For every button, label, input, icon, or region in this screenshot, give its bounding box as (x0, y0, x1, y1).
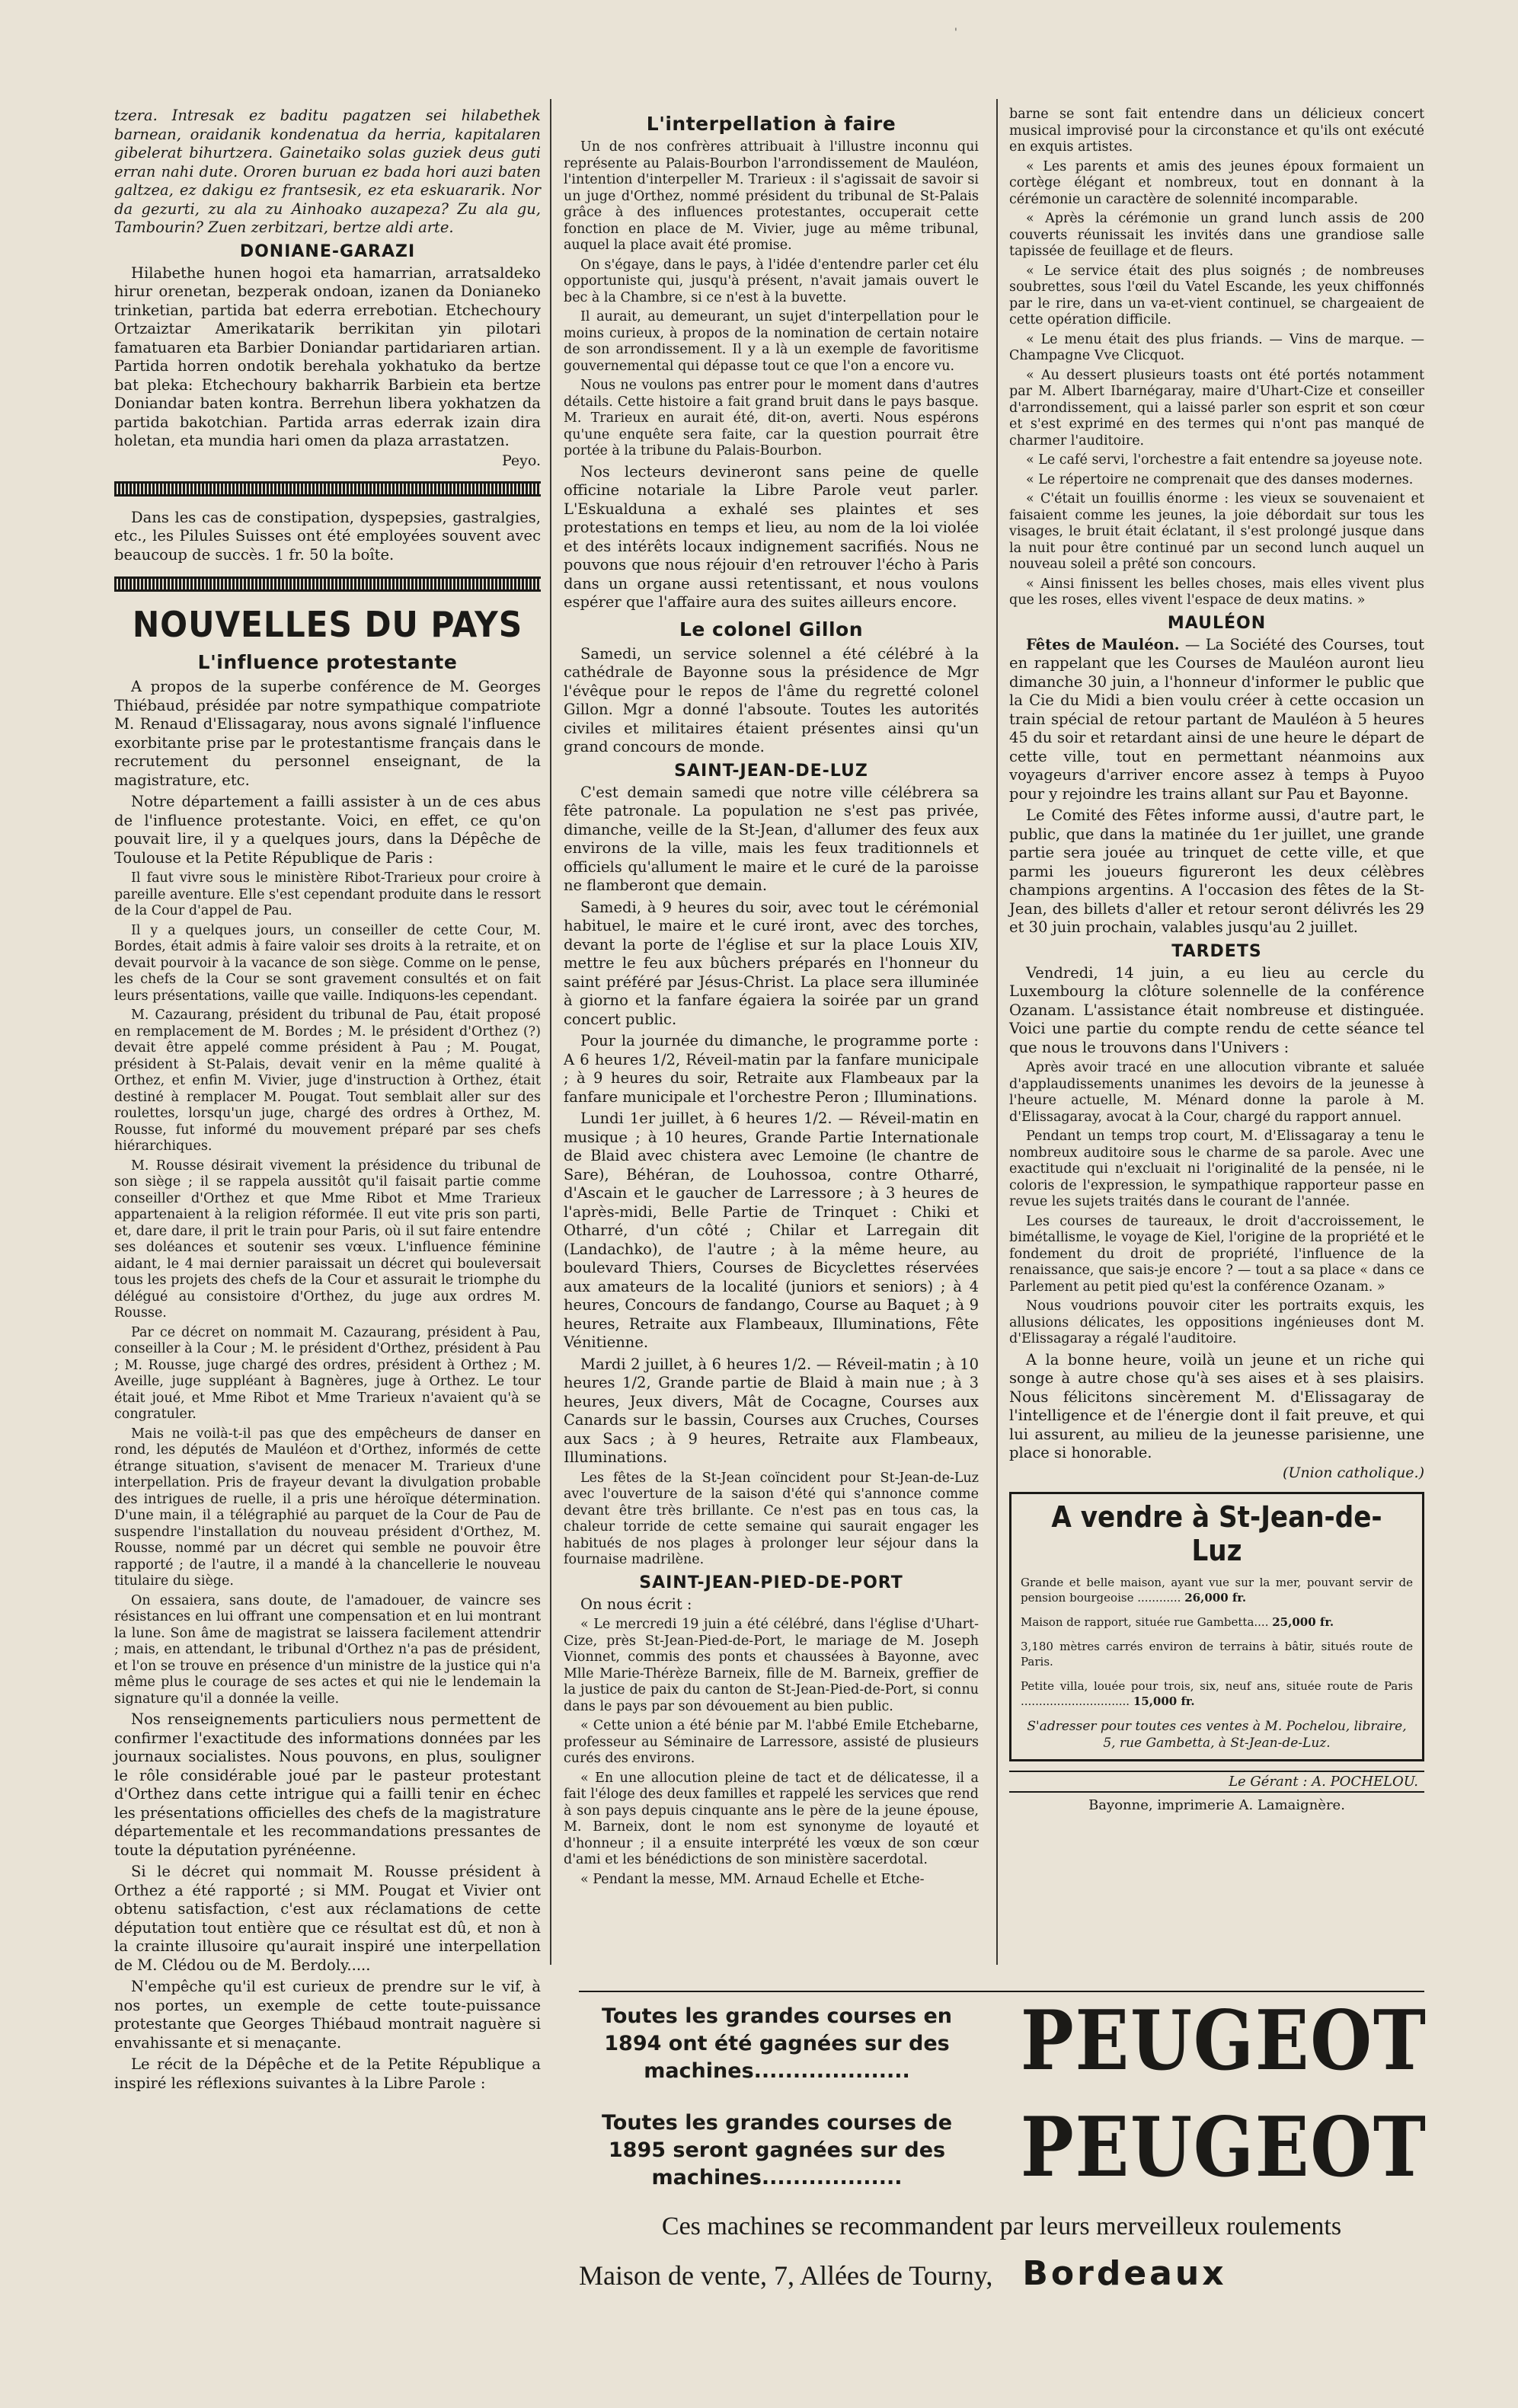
article-paragraph: Si le décret qui nommait M. Rousse président à Orthez a été rapporté ; si MM. Pougat et Vivier ont obtenu satisfaction, c'est aux réclamations de cette députation tout entière que ce résultat est dû, et non à la crainte illusoire qu'aurait inspiré une interpellation de M. Clédou ou de M. Berdoly..... (114, 1863, 541, 1974)
article-paragraph: « Le service était des plus soignés ; de nombreuses soubrettes, sous l'œil du Vatel Escande, les yeux chiffonnés par le rire, dans un va-et-vient continuel, se chargeaient de cette opération difficile. (1009, 263, 1424, 327)
peugeot-wordmark: PEUGEOT (1020, 2100, 1427, 2196)
basque-paragraph: tzera. Intresak ez baditu pagatzen sei hilabethek barnean, oraidanik kondenatua da herria, kapitalaren gibelerat bihurtzera. Gainetaiko solas guziek deus guti erran nahi dute. Ororen buruan ez bada hori auzi baten galtzea, ez dakigu ez frantsesik, ez eta eskuararik. Nor da gezurti, zu ala zu Ainhoako auzapeza? Zu ala gu, Tambourin? Zuen zerbitzari, bertze aldi arte. (114, 107, 541, 236)
mauleon-text: — La Société des Courses, tout en rappelant que les Courses de Mauléon auront lieu dimanche 30 juin, a l'honneur d'informer le public que la Cie du Midi a bien voulu créer à cette occasion un train spécial de retour partant de Mauléon à 5 heures 45 du soir et retardant ainsi de une heure le départ de cette ville, tout en permettant néanmoins aux voyageurs d'arriver encore assez à temps à Puyoo pour y rejoindre les trains allant sur Pau et Bayonne. (1009, 635, 1424, 803)
vendre-ad-item (1021, 1575, 1413, 1605)
article-paragraph: A la bonne heure, voilà un jeune et un riche qui songe à autre chose qu'à ses aises et à ses plaisirs. Nous félicitons sincèrement M. d'Elissagaray de l'intelligence et de l'énergie dont il fait preuve, et qui lui assurent, au milieu de la jeunesse parisienne, une place si honorable. (1009, 1350, 1424, 1461)
article-paragraph: Le Comité des Fêtes informe aussi, d'autre part, le public, que dans la matinée du 1er juillet, une grande partie sera jouée au trinquet de cette ville, et que parmi les joueurs figureront les deux célèbres champions argentins. A l'occasion des fêtes de la St-Jean, des billets d'aller et retour seront délivrés les 29 et 30 juin prochain, valables jusqu'au 2 juillet. (1009, 806, 1424, 936)
article-paragraph: « Le mercredi 19 juin a été célébré, dans l'église d'Uhart-Cize, près St-Jean-Pied-de-Port, le mariage de M. Joseph Vionnet, commis des ponts et chaussées à Bayonne, avec Mlle Marie-Thérèze Barneix, fille de M. Barneix, greffier de la justice de paix du canton de St-Jean-Pied-de-Port, si connu dans le pays par son dévouement au bien public. (564, 1617, 979, 1714)
article-paragraph: « C'était un fouillis énorme : les vieux se souvenaient et faisaient comme les jeunes, la joie débordait sur tous les visages, le bruit était éclatant, il s'est prolongé jusque dans la nuit pour être continué par un second lunch auquel un nouveau soleil a prêté son concours. (1009, 491, 1424, 572)
column-rule-2 (996, 99, 998, 1965)
article-paragraph: « Au dessert plusieurs toasts ont été portés notamment par M. Albert Ibarnégaray, maire d'Uhart-Cize et conseiller d'arrondissement, qui a laissé parler son esprit et son cœur et s'est exprimé en des termes qui n'ont pas manqué de charmer l'auditoire. (1009, 367, 1424, 449)
page-mark: ' (954, 27, 957, 39)
peugeot-address-line (579, 2254, 1424, 2293)
article-paragraph: C'est demain samedi que notre ville célébrera sa fête patronale. La population ne s'est pas privée, dimanche, veille de la St-Jean, d'allumer des feux aux environs de la ville, mais les feux traditionnels et officiels qu'allument le maire et le curé de la paroisse ne flamberont que demain. (564, 783, 979, 894)
article-paragraph: Samedi, un service solennel a été célébré à la cathédrale de Bayonne sous la présidence de Mgr l'évêque pour le repos de l'âme du regretté colonel Gillon. Mgr a donné l'absoute. Toutes les autorités civiles et militaires étaient présentes ainsi qu'un grand concours de monde. (564, 644, 979, 755)
sjpp-heading: SAINT-JEAN-PIED-DE-PORT (639, 1573, 903, 1592)
article-paragraph: Pendant un temps trop court, M. d'Elissagaray a tenu le nombreux auditoire sous le charme de sa parole. Avec une exactitude qui n'excluait ni l'originalité de la pensée, ni le coloris de l'expression, le sympathique rapporteur passe en revue les sujets traités dans le courant de l'année. (1009, 1129, 1424, 1209)
doniane-paragraph: Hilabethe hunen hogoi eta hamarrian, arratsaldeko hirur orenetan, bezperak ondoan, izanen da Donianeko trinketian, partida bat ederra errebotian. Etchechoury Ortzaiztar Amerikatarik berrikitan yin pilotari famatuaren eta Barbier Doniandar partidariaren artian. Partida horren ondotik berehala yokhatuko da bertze bat pleka: Etchechoury bakharrik Barbiein eta bertze Doniandar baten kontra. Berrehun libera yokhatzen da partida bakotchian. Partida arras ederrak izain dira holetan, eta mundia hari omen da plaza arrastatzen. (114, 263, 541, 449)
column-rule-1 (550, 99, 551, 1965)
sjl-heading: SAINT-JEAN-DE-LUZ (674, 761, 868, 781)
article-paragraph: Après avoir tracé en une allocution vibrante et saluée d'applaudissements unanimes les devoirs de la jeunesse à l'heure actuelle, M. Ménard donne la parole à M. d'Elissagaray, avocat à la Cour, chargé du rapport annuel. (1009, 1060, 1424, 1125)
quote-paragraph: M. Rousse désirait vivement la présidence du tribunal de son siège ; il se rappela aussitôt qu'il faisait partie comme conseiller d'Orthez et que Mme Ribot et Mme Trarieux appartenaient à la religion réformée. Il eut vite pris son parti, et, dare dare, il prit le train pour Paris, où il sut faire entendre ses doléances et soutenir ses vœux. L'influence féminine aidant, le 4 mai dernier paraissait un décret qui bouleversait tous les projets des chefs de la Cour et assurait le triomphe du délégué au consistoire d'Orthez, du juge aux ordres M. Rousse. (114, 1158, 541, 1321)
gillon-heading: Le colonel Gillon (679, 618, 864, 640)
quote-paragraph: Mais ne voilà-t-il pas que des empêcheurs de danser en rond, les députés de Mauléon et d'Orthez, informés de cette étrange situation, s'avisent de menacer M. Trarieux d'une interpellation. Pris de frayeur devant la divulgation probable des intrigues de ruelle, il a pris une héroïque détermination. D'une main, il a télégraphié au parquet de la Cour de Pau de suspendre l'installation du nouveau président d'Orthez, M. Rousse, nommé par un décret qui semble ne pouvoir être rapporté ; de l'autre, il a mandé à la chancellerie le nouveau titulaire du siège. (114, 1426, 541, 1589)
mauleon-heading: MAULÉON (1167, 613, 1267, 633)
article-paragraph: Notre département a failli assister à un de ces abus de l'influence protestante. Voici, en effet, ce qu'on pouvait lire, il y a quelques jours, dans la Dépêche de Toulouse et la Petite République de Paris : (114, 793, 541, 867)
article-paragraph: Pour la journée du dimanche, le programme porte : A 6 heures 1/2, Réveil-matin par la fanfare municipale ; à 9 heures du soir, Retraite aux Flambeaux par la fanfare municipale et l'orchestre Peron ; Illuminations. (564, 1032, 979, 1106)
separator-band (114, 481, 541, 497)
article-paragraph: On nous écrit : (580, 1595, 692, 1613)
article-paragraph: N'empêche qu'il est curieux de prendre sur le vif, à nos portes, un exemple de cette toute-puissance protestante que Georges Thiébaud montrait naguère si envahissante et si menaçante. (114, 1978, 541, 2052)
article-paragraph: Samedi, à 9 heures du soir, avec tout le cérémonial habituel, le maire et le curé iront, avec des torches, devant la porte de l'église et sur la place Louis XIV, mettre le feu aux bûchers préparés en l'honneur du saint préféré par Jésus-Christ. La place sera illuminée à giorno et la fanfare égaiera la soirée par un grand concert public. (564, 898, 979, 1028)
article-paragraph: On s'égaye, dans le pays, à l'idée d'entendre parler cet élu opportuniste qui, jusqu'à présent, n'avait jamais ouvert le bec à la Chambre, si ce n'est à la buvette. (564, 257, 979, 305)
peugeot-text-1894: Toutes les grandes courses en 1894 ont été gagnées sur des machines.................... (601, 2004, 952, 2083)
article-paragraph: Un de nos confrères attribuait à l'illustre inconnu qui représente au Palais-Bourbon l'arrondissement de Mauléon, l'intention d'interpeller M. Trarieux : il s'agissait de savoir si un juge d'Orthez, nommé président du tribunal de St-Palais grâce à des influences protestantes, occuperait cette fonction en place de M. Vivier, juge au même tribunal, auquel la place avait été promise. (564, 139, 979, 253)
peugeot-row-1 (579, 1993, 1427, 2094)
gerant-line: Le Gérant : A. POCHELOU. (1009, 1771, 1424, 1793)
peugeot-address: Maison de vente, 7, Allées de Tourny, (579, 2260, 993, 2291)
quote-paragraph: Il y a quelques jours, un conseiller de cette Cour, M. Bordes, était admis à faire valoir ses droits à la retraite, et on devait pourvoir à la vacance de son siège. Comme on le pense, les chefs de la Cour se sont gravement consultés et on fait leurs présentations, vaille que vaille. Indiquons-les cependant. (114, 922, 541, 1004)
vendre-ad-item-text: Grande et belle maison, ayant vue sur la mer, pouvant servir de pension bourgeoise ............ (1021, 1575, 1413, 1605)
vendre-ad-item-text: 3,180 mètres carrés environ de terrains à bâtir, situés route de Paris. (1021, 1639, 1413, 1669)
article-paragraph: Il aurait, au demeurant, un sujet d'interpellation pour le moins curieux, à propos de la nomination de certain notaire de son arrondissement. Il y a là un exemple de favoritisme gouvernemental qui dépasse tout ce que l'on a encore vu. (564, 309, 979, 374)
article-paragraph: « Le café servi, l'orchestre a fait entendre sa joyeuse note. (1026, 452, 1423, 468)
quote-paragraph: M. Cazaurang, président du tribunal de Pau, était proposé en remplacement de M. Bordes ; M. le président d'Orthez (?) devait être appelé comme président à Pau ; M. Pougat, président à St-Palais, devait venir en la même qualité à Orthez, et enfin M. Vivier, juge d'instruction à Orthez, était destiné à remplacer M. Pougat. Tout semblait aller sur des roulettes, lorsqu'un juge, chargé des ordres à Orthez, M. Rousse, fut informé du mouvement préparé par ses chefs hiérarchiques. (114, 1008, 541, 1154)
peugeot-row-2 (579, 2100, 1427, 2201)
vendre-ad-item (1021, 1678, 1413, 1709)
mauleon-lead: Fêtes de Mauléon. (1026, 635, 1180, 653)
column-1 (114, 107, 541, 2096)
peugeot-roulements-line: Ces machines se recommandent par leurs merveilleux roulements (661, 2212, 1342, 2240)
vendre-ad-item-price: 15,000 fr. (1133, 1694, 1195, 1708)
peugeot-text-1895: Toutes les grandes courses de 1895 seront gagnées sur des machines.................. (601, 2111, 953, 2189)
article-paragraph: A propos de la superbe conférence de M. Georges Thiébaud, présidée par notre sympathique compatriote M. Renaud d'Elissagaray, nous avons signalé l'influence exorbitante prise par le protestantisme français dans le recrutement du personnel enseignant, de la magistrature, etc. (114, 678, 541, 789)
vendre-ad-item (1021, 1639, 1413, 1669)
article-paragraph: « Après la cérémonie un grand lunch assis de 200 couverts réunissait les invités dans une grandiose salle tapissée de feuillage et de fleurs. (1009, 211, 1424, 259)
separator-band (114, 576, 541, 592)
vendre-ad-item-price: 26,000 fr. (1184, 1590, 1247, 1605)
peugeot-city: Bordeaux (1022, 2254, 1227, 2293)
article-paragraph: Lundi 1er juillet, à 6 heures 1/2. — Réveil-matin en musique ; à 10 heures, Grande Partie Internationale de Blaid avec chistera avec Lemoine (le chantre de Sare), Béhéran, de Louhossoa, contre Otharré, d'Ascain et le gaucher de Larressore ; à 3 heures de l'après-midi, Belle Partie de Trinquet : Chiki et Otharré, d'un côté ; Chilar et Larregain dit (Landachko), de l'autre ; à la même heure, au boulevard Thiers, Courses de Bicyclettes réservées aux amateurs de la localité (juniors et seniors) ; à 4 heures, Concours de fandango, Course au Baquet ; à 9 heures, Retraite aux Flambeaux, Illuminations, Fête Vénitienne. (564, 1110, 979, 1351)
vendre-ad-item-text: Maison de rapport, située rue Gambetta.... (1021, 1614, 1269, 1629)
article-paragraph: Vendredi, 14 juin, a eu lieu au cercle du Luxembourg la clôture solennelle de la conférence Ozanam. L'assistance était nombreuse et distinguée. Voici une partie du compte rendu de cette séance tel que nous le trouvons dans l'Univers : (1009, 963, 1424, 1056)
article-paragraph: « Cette union a été bénie par M. l'abbé Emile Etchebarne, professeur au Séminaire de Larressore, assisté de plusieurs curés des environs. (564, 1718, 979, 1766)
imprimerie-line: Bayonne, imprimerie A. Lamaignère. (1088, 1796, 1345, 1813)
article-paragraph: Nos renseignements particuliers nous permettent de confirmer l'exactitude des informations données par les journaux socialistes. Nous pouvons, en plus, souligner le rôle considérable joué par le pasteur protestant d'Orthez dans cette intrigue qui a failli tenir en échec les présentations officielles des chefs de la magistrature départementale et les recommandations pressantes de toute la députation pyrénéenne. (114, 1710, 541, 1859)
vendre-ad-contact: S'adresser pour toutes ces ventes à M. Pochelou, libraire, 5, rue Gambetta, à St-Jean-de-Luz. (1027, 1718, 1407, 1751)
peugeot-wordmark: PEUGEOT (1020, 1993, 1427, 2089)
article-paragraph: « Ainsi finissent les belles choses, mais elles vivent plus que les roses, elles vivent l'espace de deux matins. » (1009, 576, 1424, 608)
peugeot-ad-rule (579, 1991, 1424, 1992)
nouvelles-heading: NOUVELLES DU PAYS (132, 604, 523, 645)
article-paragraph: Les courses de taureaux, le droit d'accroissement, le bimétallisme, le voyage de Kiel, l'origine de la propriété et le fondement du droit de propriété, l'influence de la renaissance, que sais-je encore ? — tout a sa place « dans ce Parlement au petit pied qu'est la conférence Ozanam. » (1009, 1213, 1424, 1295)
article-paragraph: Les fêtes de la St-Jean coïncident pour St-Jean-de-Luz avec l'ouverture de la saison d'été qui s'annonce comme devant être très brillante. Ce n'est pas en tous cas, la chaleur torride de cette semaine qui saurait engager les habitués de nos plages à prolonger leur séjour dans la fournaise madrilène. (564, 1470, 979, 1567)
quote-paragraph: Par ce décret on nommait M. Cazaurang, président à Pau, conseiller à la Cour ; M. le président d'Orthez, président à Pau ; M. Rousse, juge chargé des ordres, président à Orthez ; M. Aveille, juge suppléant à Bagnères, juge à Orthez. Le tour était joué, et Mme Ribot et Mme Trarieux n'avaient qu'à se congratuler. (114, 1324, 541, 1422)
article-paragraph: « Le répertoire ne comprenait que des danses modernes. (1026, 471, 1414, 487)
column-3 (1009, 107, 1424, 1813)
article-paragraph: Nous ne voulons pas entrer pour le moment dans d'autres détails. Cette histoire a fait grand bruit dans le pays basque. M. Trarieux en aurait été, dit-on, averti. Nous espérons qu'une enquête sera faite, car la question pourrait être portée à la tribune du Palais-Bourbon. (564, 378, 979, 458)
column-2 (564, 107, 979, 1891)
article-paragraph: Le récit de la Dépêche et de la Petite République a inspiré les réflexions suivantes à la Libre Parole : (114, 2055, 541, 2092)
article-paragraph (1009, 636, 1424, 804)
doniane-signature: Peyo. (501, 452, 541, 469)
article-paragraph: « Les parents et amis des jeunes époux formaient un cortège élégant et nombreux, tout en donnant à la cérémonie un caractère de solennité incomparable. (1009, 158, 1424, 207)
article-paragraph: Nous voudrions pouvoir citer les portraits exquis, les allusions délicates, les oppositions ingénieuses dont M. d'Elissagaray a régalé l'auditoire. (1009, 1298, 1424, 1346)
article-paragraph: « Le menu était des plus friands. — Vins de marque. — Champagne Vve Clicquot. (1009, 331, 1424, 363)
article-paragraph: « En une allocution pleine de tact et de délicatesse, il a fait l'éloge des deux familles et rappelé les services que rend à son pays depuis cinquante ans le père de la jeune épouse, M. Barneix, dont le nom est synonyme de loyauté et d'honneur ; il a ensuite interprété les vœux de son cœur d'ami et les bénédictions de son ministère sacerdotal. (564, 1770, 979, 1867)
article-paragraph: « Pendant la messe, MM. Arnaud Echelle et Etche- (580, 1871, 925, 1887)
tardets-heading: TARDETS (1171, 941, 1262, 961)
quote-paragraph: On essaiera, sans doute, de l'amadouer, de vaincre ses résistances en lui offrant une compensation et en lui montrant la lune. Son âme de magistrat se laissera facilement attendrir ; mais, en attendant, le tribunal d'Orthez n'a pas de président, et l'on se trouve en présence d'un ministre de la justice qui n'a même plus le courage de ses actes et qui nie le lendemain la signature qu'il a donnée la veille. (114, 1592, 541, 1707)
vendre-ad-item (1021, 1614, 1413, 1630)
quote-paragraph: Il faut vivre sous le ministère Ribot-Trarieux pour croire à pareille aventure. Elle s'est cependant produite dans le ressort de la Cour d'appel de Pau. (114, 870, 541, 918)
tardets-signature: (Union catholique.) (1283, 1464, 1424, 1481)
vendre-ad-item-text: Petite villa, louée pour trois, six, neuf ans, située route de Paris .............................. (1021, 1678, 1413, 1708)
article-paragraph: Mardi 2 juillet, à 6 heures 1/2. — Réveil-matin ; à 10 heures 1/2, Grande partie de Blaid à main nue ; à 3 heures, Jeux divers, Mât de Cocagne, Courses aux Canards sur le bassin, Courses aux Cruches, Courses aux Sacs ; à 9 heures, Retraite aux Flambeaux, Illuminations. (564, 1355, 979, 1466)
influence-heading: L'influence protestante (197, 651, 458, 673)
doniane-heading: DONIANE-GARAZI (239, 241, 416, 261)
vendre-ad (1009, 1492, 1424, 1761)
article-paragraph: Nos lecteurs devineront sans peine de quelle officine notariale la Libre Parole veut parler. L'Eskualduna a exhalé ses plaintes et ses protestations en temps et lieu, au nom de la loi violée et des intérêts locaux indignement sacrifiés. Nous ne pouvons que nous réjouir d'en retrouver l'écho à Paris dans un organe aussi retentissant, et nous voulons espérer que l'affaire aura des suites ailleurs encore. (564, 462, 979, 611)
pilules-ad: Dans les cas de constipation, dyspepsies, gastralgies, etc., les Pilules Suisses ont été employées souvent avec beaucoup de succès. 1 fr. 50 la boîte. (114, 508, 541, 564)
vendre-ad-title: A vendre à St-Jean-de-Luz (1051, 1499, 1382, 1567)
article-paragraph: barne se sont fait entendre dans un délicieux concert musical improvisé pour la circonstance et qu'ils ont exécuté en exquis artistes. (1009, 107, 1424, 155)
vendre-ad-item-price: 25,000 fr. (1272, 1614, 1334, 1629)
interpellation-heading: L'interpellation à faire (646, 113, 896, 135)
peugeot-ad (579, 1993, 1427, 2315)
